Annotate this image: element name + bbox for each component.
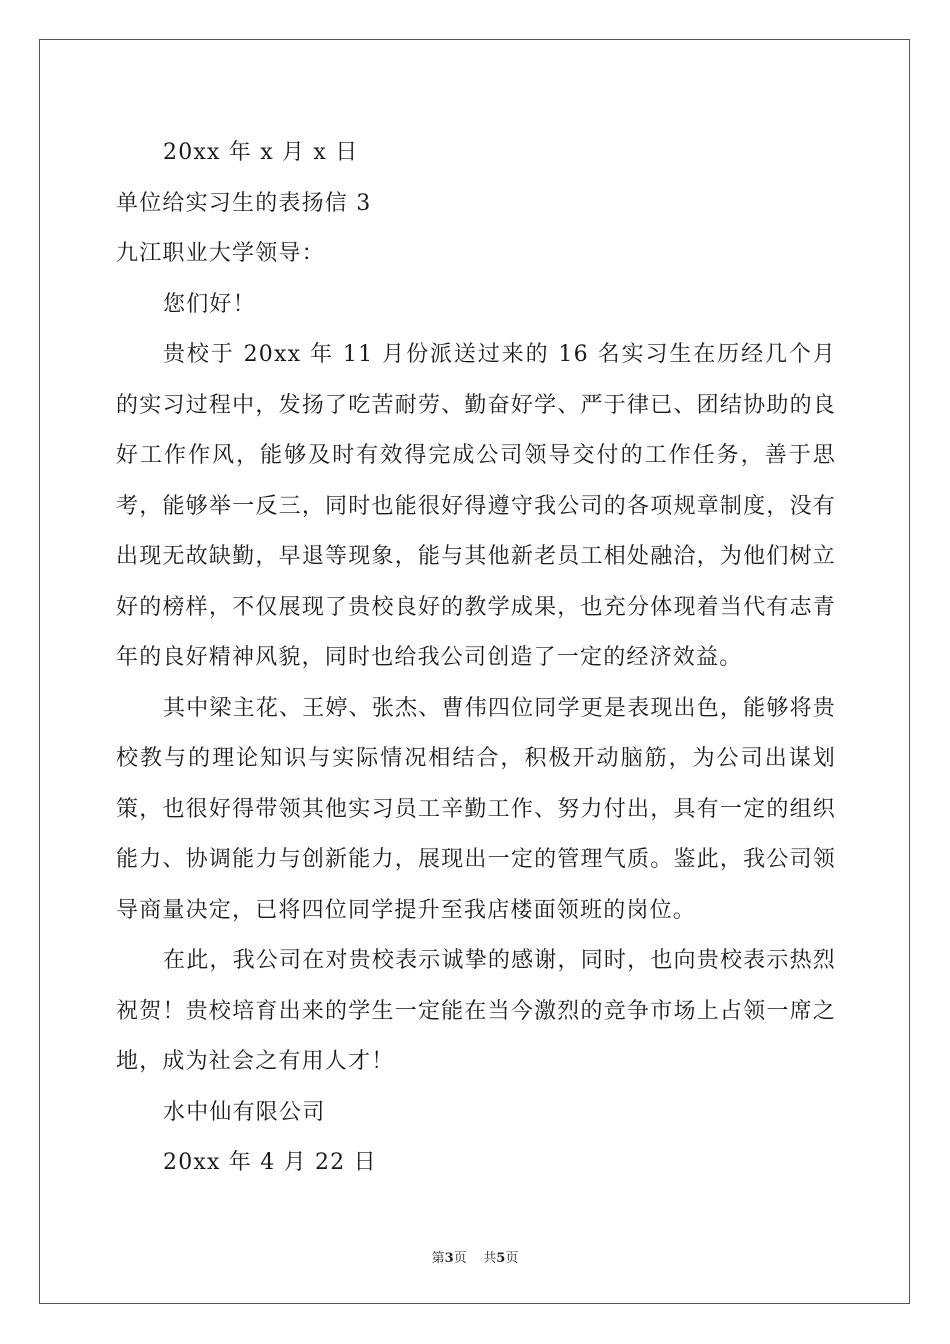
letter-title: 单位给实习生的表扬信 3 bbox=[116, 190, 372, 216]
date-top: 20xx 年 x 月 x 日 bbox=[163, 140, 359, 165]
current-page-number: 3 bbox=[444, 1251, 454, 1266]
total-label-prefix: 共 bbox=[483, 1251, 497, 1266]
total-label-suffix: 页 bbox=[505, 1251, 519, 1266]
date-bottom: 20xx 年 4 月 22 日 bbox=[163, 1150, 377, 1175]
page-footer bbox=[0, 1247, 950, 1266]
page-label-prefix: 第 bbox=[431, 1251, 445, 1266]
paragraph-3: 在此，我公司在对贵校表示诚挚的感谢，同时，也向贵校表示热烈祝贺！贵校培育出来的学生一定能在当今激烈的竞争市场上占领一席之地，成为社会之有用人才！ bbox=[116, 948, 836, 1074]
greeting: 您们好！ bbox=[163, 291, 256, 317]
total-pages-number: 5 bbox=[496, 1251, 506, 1266]
paragraph-1: 贵校于 20xx 年 11 月份派送过来的 16 名实习生在历经几个月的实习过程中，发扬了吃苦耐劳、勤奋好学、严于律已、团结协助的良好工作作风，能够及时有效得完成公司领导交付的工作任务，善于思考，能够举一反三，同时也能很好得遵守我公司的各项规章制度，没有出现无故缺勤，早退等现象，能与其他新老员工相处融洽，为他们树立好的榜样，不仅展现了贵校良好的教学成果，也充分体现着当代有志青年的良好精神风貌，同时也给我公司创造了一定的经济效益。 bbox=[116, 342, 836, 670]
signature-company: 水中仙有限公司 bbox=[163, 1099, 326, 1125]
paragraph-2: 其中梁主花、王婷、张杰、曹伟四位同学更是表现出色，能够将贵校教与的理论知识与实际情况相结合，积极开动脑筋，为公司出谋划策，也很好得带领其他实习员工辛勤工作、努力付出，具有一定的组织能力、协调能力与创新能力，展现出一定的管理气质。鉴此，我公司领导商量决定，已将四位同学提升至我店楼面领班的岗位。 bbox=[116, 695, 836, 923]
letter-body bbox=[116, 128, 836, 1189]
page-label-suffix: 页 bbox=[453, 1251, 467, 1266]
salutation: 九江职业大学领导： bbox=[116, 241, 325, 266]
